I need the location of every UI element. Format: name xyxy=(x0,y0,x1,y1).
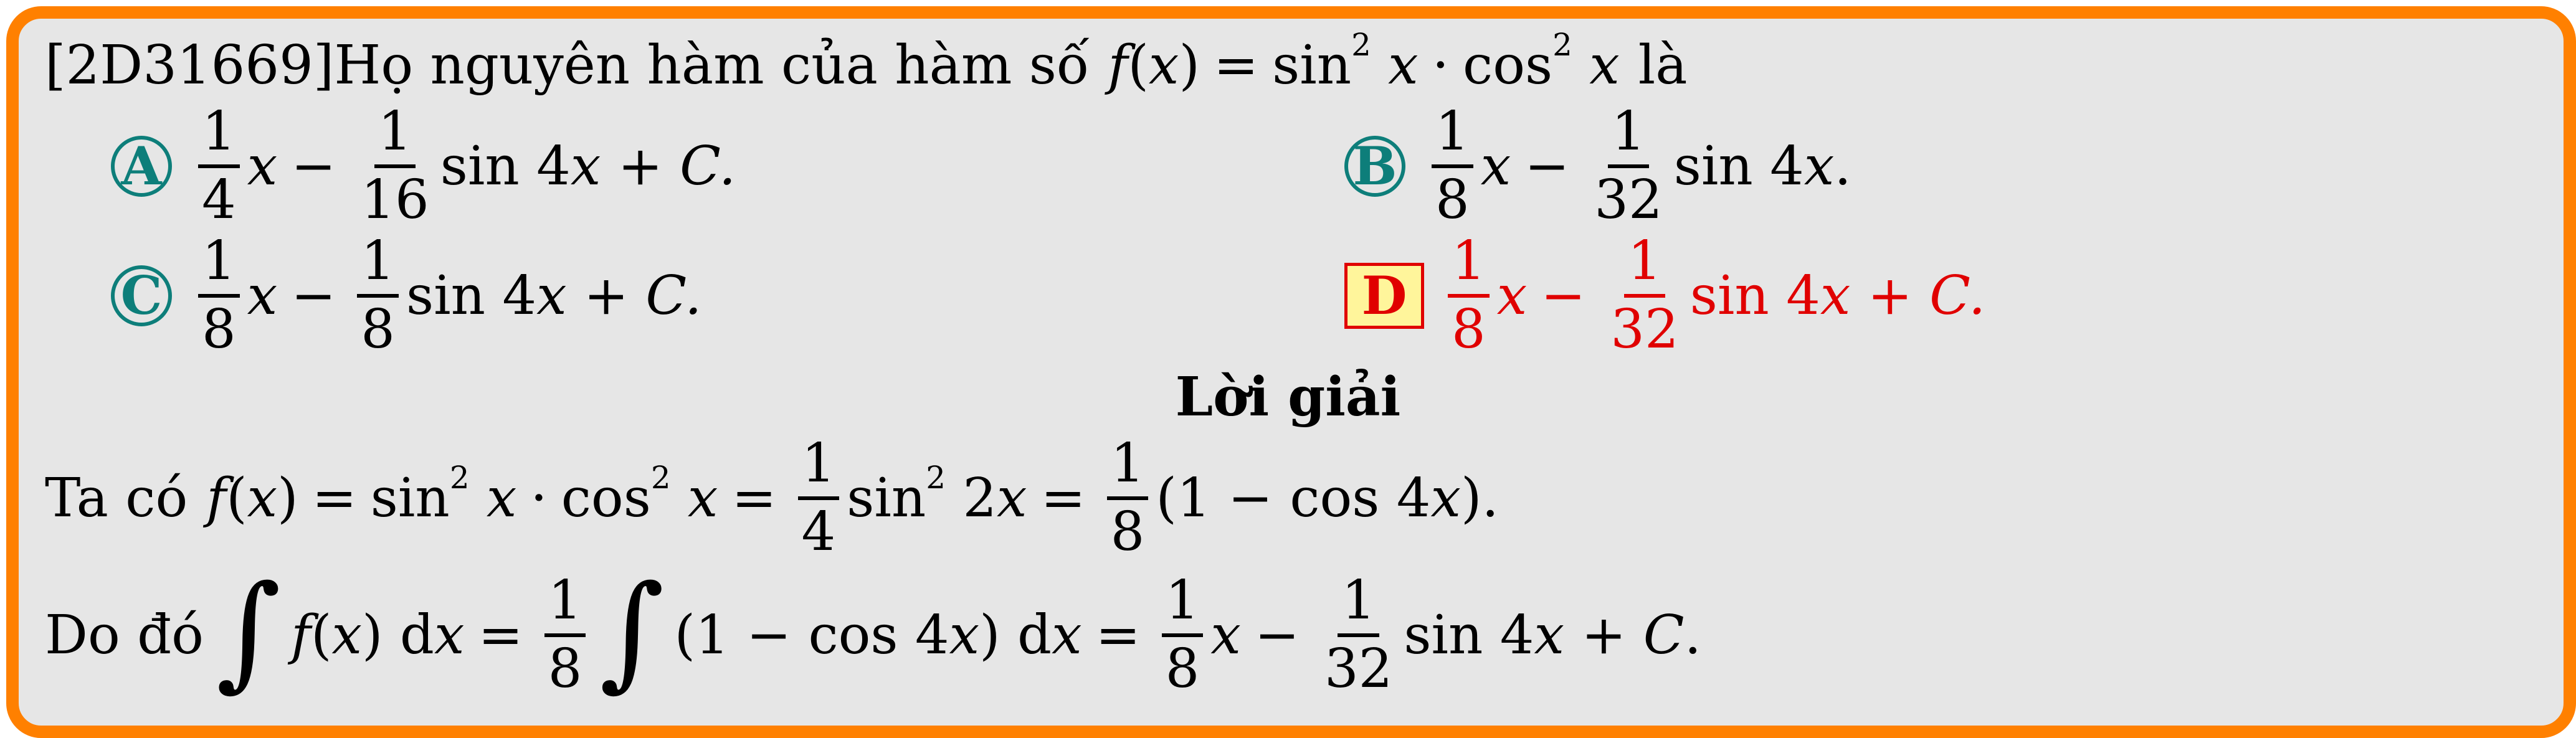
solution-line1-prefix: Ta có xyxy=(45,467,188,529)
question-suffix: là xyxy=(1638,34,1688,97)
line2-frac2-den: 8 xyxy=(1165,638,1200,700)
line1-frac2-den: 8 xyxy=(1110,501,1145,563)
option-a[interactable]: A $\frac{1}{4}$ x − $\frac{1}{16}$ sin 4x + C. xyxy=(111,101,736,232)
variable: x xyxy=(1148,34,1179,97)
question-text: Họ nguyên hàm của hàm số xyxy=(334,34,1090,97)
option-b-den2: 32 xyxy=(1594,169,1663,231)
solution-heading: Lời giải xyxy=(1175,366,1401,428)
line1-frac2-num: 1 xyxy=(1107,437,1149,500)
integral-sign: ∫ xyxy=(599,559,665,704)
option-b-num1: 1 xyxy=(1432,105,1473,168)
option-c[interactable]: C $\frac{1}{8}$ x − $\frac{1}{8}$ sin 4x + C. xyxy=(111,230,701,361)
line1-frac1-num: 1 xyxy=(798,437,840,500)
solution-line2-prefix: Do đó xyxy=(45,604,204,666)
line2-frac1-den: 8 xyxy=(548,638,582,700)
option-d-den1: 8 xyxy=(1452,298,1486,361)
integral-sign: ∫ xyxy=(216,559,282,704)
option-d-num2: 1 xyxy=(1624,234,1666,298)
option-b-label[interactable]: B xyxy=(1344,136,1405,197)
option-d[interactable]: D $\frac{1}{8}$ x − $\frac{1}{32}$ sin 4x + C. xyxy=(1344,230,1985,361)
option-c-tail: + C. xyxy=(583,265,702,327)
option-b-num2: 1 xyxy=(1608,105,1650,168)
option-a-num1: 1 xyxy=(198,105,240,168)
option-a-den2: 16 xyxy=(361,169,429,231)
option-a-tail: + C. xyxy=(617,135,736,197)
function-name: f xyxy=(1108,34,1128,97)
line2-frac3-num: 1 xyxy=(1338,574,1379,637)
line2-frac1-num: 1 xyxy=(544,574,586,637)
solution-line-1: Ta có f(x) = $\sin^2 x$ · $\cos^2 x$ = $\frac{1}{4}$ $\sin^2 2x$ = $\frac{1}{8}$ (1 − cos 4x). xyxy=(45,432,1499,563)
option-b[interactable]: B $\frac{1}{8}$ x − $\frac{1}{32}$ sin 4x . xyxy=(1344,101,1851,232)
line2-frac3-den: 32 xyxy=(1324,638,1393,700)
option-a-num2: 1 xyxy=(374,105,416,168)
option-b-tail: . xyxy=(1834,135,1851,197)
question-code: [2D31669] xyxy=(45,34,335,97)
option-c-num2: 1 xyxy=(357,234,399,298)
option-d-den2: 32 xyxy=(1610,298,1679,361)
option-c-den2: 8 xyxy=(361,298,396,361)
option-c-label[interactable]: C xyxy=(111,265,172,326)
option-d-tail: + C. xyxy=(1867,265,1986,327)
option-d-num1: 1 xyxy=(1448,234,1490,298)
question-line: [2D31669] Họ nguyên hàm của hàm số f(x) = $\sin^2 x$ · $\cos^2 x$ là xyxy=(45,27,1688,97)
option-a-label[interactable]: A xyxy=(111,136,172,197)
line1-frac1-den: 4 xyxy=(801,501,836,563)
option-c-den1: 8 xyxy=(202,298,236,361)
option-b-den1: 8 xyxy=(1435,169,1470,231)
option-d-label[interactable]: D xyxy=(1344,263,1424,329)
line2-frac2-num: 1 xyxy=(1162,574,1204,637)
option-a-den1: 4 xyxy=(202,169,236,231)
solution-line-2: Do đó ∫ f(x) dx = $\frac{1}{8}$ ∫ (1 − cos 4x) dx = $\frac{1}{8}$ x − $\frac{1}{32}$ sin 4x + C. xyxy=(45,559,1701,704)
option-c-num1: 1 xyxy=(198,234,240,298)
